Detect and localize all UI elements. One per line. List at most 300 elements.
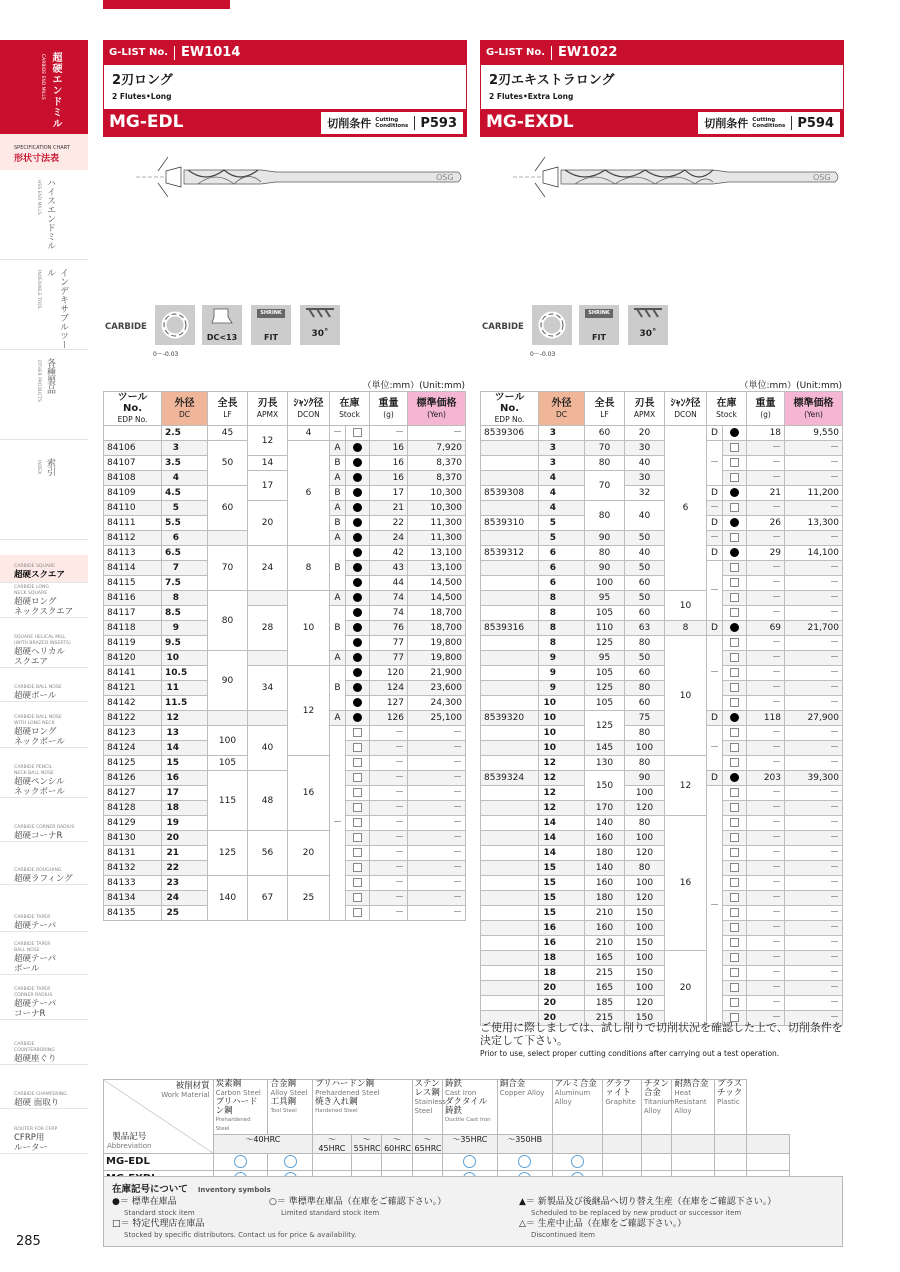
price-cell: －	[408, 771, 466, 786]
sidebar-subitem-en: CARBIDE TAPER	[14, 915, 51, 920]
sidebar-subitem[interactable]	[0, 985, 88, 1020]
dc-cell: 15	[539, 876, 585, 891]
price-cell: －	[785, 876, 843, 891]
price-cell: －	[785, 576, 843, 591]
stock-symbol-cell	[723, 831, 747, 846]
cutting-conditions-link[interactable]	[321, 112, 463, 134]
material-en: Alloy Steel	[270, 1089, 308, 1097]
stock-grade-cell: －	[707, 441, 723, 486]
suitability-cell	[672, 1154, 715, 1171]
edp-cell: 84120	[104, 651, 162, 666]
table-row	[481, 921, 843, 936]
weight-cell: －	[747, 606, 785, 621]
stock-symbol-cell	[346, 426, 370, 441]
apmx-cell: 56	[248, 831, 288, 876]
sidebar-subitem[interactable]	[0, 823, 88, 842]
sidebar-subitem-jp: 超硬テーパ コーナR	[14, 999, 57, 1019]
helix-angle-icon	[300, 305, 340, 345]
stock-grade-cell: －	[707, 786, 723, 1026]
weight-cell: 22	[370, 516, 408, 531]
weight-cell: 21	[747, 486, 785, 501]
dc-cell: 8	[539, 591, 585, 606]
material-column-header	[552, 1080, 603, 1135]
dc-cell: 15	[539, 891, 585, 906]
price-cell: 10,300	[408, 501, 466, 516]
sidebar-subitem-jp: CFRP用 ルーター	[14, 1133, 49, 1153]
edp-cell	[481, 876, 539, 891]
dc-cell: 4.5	[162, 486, 208, 501]
table-row	[481, 426, 843, 441]
weight-cell: －	[747, 936, 785, 951]
sidebar-subitem[interactable]	[0, 555, 88, 583]
table-row	[104, 831, 466, 846]
suitability-cell	[382, 1154, 412, 1171]
weight-cell: －	[747, 441, 785, 456]
suitability-cell	[412, 1154, 442, 1171]
standard-stock-icon	[730, 488, 739, 497]
material-column-header	[641, 1079, 675, 1135]
column-header-jp: 全長	[217, 397, 238, 409]
standard-stock-icon	[353, 608, 362, 617]
lf-cell: 150	[585, 771, 625, 801]
inventory-item-en: Scheduled to be replaced by new product or successor item	[531, 1209, 742, 1217]
sidebar-category-en: INDEX	[36, 460, 41, 475]
weight-cell: －	[747, 471, 785, 486]
hardness-row	[104, 1135, 843, 1154]
apmx-cell: 48	[248, 771, 288, 831]
sidebar-subitem-jp: 超硬ペンシル ネックボール	[14, 777, 65, 797]
sidebar-subitem[interactable]	[0, 940, 88, 975]
column-header-jp: 在庫	[339, 397, 360, 409]
price-cell: 7,920	[408, 441, 466, 456]
edp-cell	[481, 801, 539, 816]
dc-cell: 6.5	[162, 546, 208, 561]
column-header-dc	[162, 392, 208, 426]
stock-symbol-cell	[346, 816, 370, 831]
material-header-row	[104, 1080, 843, 1135]
column-header-en: APMX	[256, 409, 279, 419]
tolerance-label: 0〜-0.03	[153, 351, 179, 358]
sidebar-category[interactable]	[0, 450, 88, 540]
price-cell: －	[785, 561, 843, 576]
standard-stock-icon	[353, 668, 362, 677]
stock-grade-cell: D	[707, 711, 723, 726]
stock-symbol-cell	[723, 816, 747, 831]
inventory-symbol-icon: △	[519, 1219, 526, 1229]
sidebar-subitem[interactable]	[0, 633, 88, 668]
hardness-empty-cell	[714, 1135, 746, 1154]
dc-cell: 10	[539, 726, 585, 741]
distributor-stock-icon	[730, 698, 739, 707]
inventory-item-en: Limited standard stock item	[281, 1209, 380, 1217]
suitability-cell	[603, 1154, 642, 1171]
apmx-cell: 32	[625, 486, 665, 501]
weight-cell: 16	[370, 471, 408, 486]
edp-cell: 84131	[104, 846, 162, 861]
sidebar-subitem[interactable]	[0, 1090, 88, 1109]
apmx-cell: 34	[248, 666, 288, 711]
sidebar-item-spec-chart[interactable]	[0, 134, 88, 170]
distributor-stock-icon	[730, 458, 739, 467]
stock-symbol-cell	[346, 756, 370, 771]
material-en: Carbon Steel	[215, 1089, 261, 1097]
weight-cell: －	[747, 591, 785, 606]
dc-cell: 9	[539, 666, 585, 681]
stock-grade-cell: A	[330, 471, 346, 486]
column-header-jp: 刃長	[257, 397, 278, 409]
stock-symbol-cell	[346, 591, 370, 606]
price-cell: －	[785, 801, 843, 816]
dcon-cell: 6	[665, 426, 707, 591]
stock-grade-cell: －	[707, 636, 723, 711]
sidebar-subitem[interactable]	[0, 866, 88, 885]
sidebar-category-en: INDEXABLE TOOL	[36, 270, 41, 310]
price-cell: 39,300	[785, 771, 843, 786]
lf-cell: 100	[208, 726, 248, 756]
price-cell: －	[785, 1011, 843, 1026]
column-header-en: APMX	[633, 409, 656, 419]
table-row	[481, 891, 843, 906]
feature-icons-edl	[103, 305, 343, 357]
model-name: MG-EDL	[109, 112, 184, 132]
material-row	[104, 1154, 843, 1171]
distributor-stock-icon	[353, 773, 362, 782]
table-row	[481, 651, 843, 666]
distributor-stock-icon	[353, 878, 362, 887]
standard-stock-icon	[730, 713, 739, 722]
column-header-edp	[104, 392, 162, 426]
material-en2: Prehardened Steel	[215, 1117, 251, 1132]
suitable-mark-icon	[463, 1155, 476, 1168]
lf-cell: 80	[585, 546, 625, 561]
table-row	[481, 561, 843, 576]
stock-grade-cell: B	[330, 456, 346, 471]
distributor-stock-icon	[730, 728, 739, 737]
edp-cell: 84125	[104, 756, 162, 771]
sidebar-category-en: HSS END MILLS	[36, 180, 41, 215]
distributor-stock-icon	[353, 743, 362, 752]
weight-cell: －	[747, 906, 785, 921]
price-cell: 21,700	[785, 621, 843, 636]
weight-cell: －	[747, 996, 785, 1011]
cutting-conditions-en2: Conditions	[752, 123, 786, 129]
dc-cell: 22	[162, 861, 208, 876]
material-en: Stainless Steel	[414, 1098, 446, 1115]
material-en2: Tool Steel	[270, 1108, 297, 1114]
price-cell: 27,900	[785, 711, 843, 726]
edp-cell: 84134	[104, 891, 162, 906]
price-cell: 13,100	[408, 561, 466, 576]
sidebar-subitem[interactable]	[0, 913, 88, 932]
apmx-cell: 17	[248, 471, 288, 501]
sidebar-subitem[interactable]	[0, 1040, 88, 1065]
weight-cell: －	[747, 921, 785, 936]
suitability-cell	[714, 1154, 746, 1171]
material-jp: 合金鋼	[270, 1079, 296, 1089]
weight-cell: －	[747, 816, 785, 831]
apmx-cell: 28	[248, 606, 288, 651]
price-cell: －	[408, 726, 466, 741]
inventory-item	[112, 1197, 195, 1219]
glist-header	[103, 40, 467, 65]
spec-chart-jp: 形状寸法表	[14, 154, 60, 164]
edp-cell: 84126	[104, 771, 162, 786]
column-header-en: (g)	[760, 409, 771, 419]
weight-cell: 24	[370, 531, 408, 546]
edp-cell: 84110	[104, 501, 162, 516]
distributor-stock-icon	[730, 653, 739, 662]
dc-cell: 7	[162, 561, 208, 576]
dc-cell: 5.5	[162, 516, 208, 531]
sidebar-subitem-jp: 超硬ロング ネックスクエア	[14, 597, 74, 617]
edp-cell: 84114	[104, 561, 162, 576]
stock-symbol-cell	[723, 756, 747, 771]
lf-cell: 145	[585, 741, 625, 756]
table-row	[481, 546, 843, 561]
dc-cell: 9	[162, 621, 208, 636]
apmx-cell: 120	[625, 801, 665, 816]
edp-cell: 84116	[104, 591, 162, 606]
dcon-cell: 8	[288, 546, 330, 591]
weight-cell: －	[747, 846, 785, 861]
lf-cell: 70	[585, 441, 625, 456]
apmx-cell	[248, 711, 288, 726]
work-material-label	[161, 1082, 209, 1100]
weight-cell: －	[370, 756, 408, 771]
work-material-en: Work Material	[161, 1091, 210, 1099]
stock-symbol-cell	[723, 636, 747, 651]
stock-symbol-cell	[346, 861, 370, 876]
hardness-cell: ～45HRC	[313, 1135, 352, 1154]
dc-cell: 15	[539, 906, 585, 921]
price-cell: －	[785, 441, 843, 456]
price-cell: －	[785, 471, 843, 486]
dc-cell: 20	[539, 1011, 585, 1026]
dc-cell: 3	[539, 441, 585, 456]
spec-chart-en: SPECIFICATION CHART	[14, 145, 70, 151]
cutting-conditions-jp: 切削条件	[327, 117, 372, 130]
price-cell: －	[785, 906, 843, 921]
weight-cell: 77	[370, 636, 408, 651]
table-row	[481, 696, 843, 711]
distributor-stock-icon	[730, 683, 739, 692]
edp-cell	[481, 636, 539, 651]
table-row	[481, 576, 843, 591]
dc-cell: 4	[539, 471, 585, 486]
usage-note-jp: ご使用に際しましては、試し削りで切削状況を確認した上で、切削条件を決定して下さい。	[480, 1021, 843, 1047]
model-bar	[480, 109, 844, 137]
product-name	[480, 65, 844, 109]
column-header-jp: 外径	[551, 397, 572, 409]
price-cell: －	[785, 951, 843, 966]
lf-cell: 105	[208, 756, 248, 771]
table-row	[481, 486, 843, 501]
distributor-stock-icon	[730, 968, 739, 977]
column-header-edp	[481, 392, 539, 426]
price-cell: －	[785, 816, 843, 831]
stock-symbol-cell	[346, 681, 370, 696]
sidebar-active-label: 超硬エンドミル	[50, 52, 61, 129]
table-row	[104, 591, 466, 606]
column-header-jp: ツール No.	[117, 392, 148, 414]
price-cell: 25,100	[408, 711, 466, 726]
stock-grade-cell: A	[330, 531, 346, 546]
dc-cell: 5	[539, 531, 585, 546]
edp-cell: 84119	[104, 636, 162, 651]
dc-cell: 17	[162, 786, 208, 801]
edp-cell	[481, 786, 539, 801]
hardness-cell: ～350HB	[497, 1135, 552, 1154]
stock-grade-cell: A	[330, 441, 346, 456]
distributor-stock-icon	[353, 908, 362, 917]
spec-table-exdl	[480, 391, 843, 1026]
edp-cell	[481, 696, 539, 711]
stock-grade-cell: D	[707, 771, 723, 786]
dc-cell: 4	[162, 471, 208, 486]
stock-symbol-cell	[346, 561, 370, 576]
stock-symbol-cell	[723, 696, 747, 711]
sidebar-subitem-en: ROUTER FOR CFRP	[14, 1127, 58, 1132]
abbreviation-en: Abbreviation	[107, 1142, 152, 1150]
sidebar-subitem[interactable]	[0, 713, 88, 748]
dcon-cell: 16	[288, 756, 330, 831]
lf-cell	[208, 531, 248, 546]
table-row	[481, 456, 843, 471]
inventory-item-en: Standard stock item	[124, 1209, 195, 1217]
sidebar-category[interactable]	[0, 170, 88, 260]
price-cell: －	[408, 756, 466, 771]
dc-limit-icon	[202, 305, 242, 345]
lf-cell: 45	[208, 426, 248, 441]
sidebar-subitem-jp: 超硬スクエア	[14, 570, 65, 580]
price-cell: －	[785, 831, 843, 846]
dc-cell: 8	[539, 606, 585, 621]
sidebar-item-carbide-end-mills[interactable]	[0, 40, 88, 134]
apmx-cell: 40	[625, 456, 665, 471]
glist-code: EW1014	[181, 45, 241, 60]
price-cell: －	[408, 786, 466, 801]
column-header-jp: ｼｬﾝｸ径	[670, 397, 701, 409]
weight-cell: －	[747, 876, 785, 891]
dc-cell: 12	[162, 711, 208, 726]
apmx-cell: 24	[248, 546, 288, 591]
distributor-stock-icon	[730, 908, 739, 917]
sidebar-subitem[interactable]	[0, 683, 88, 702]
dcon-cell: 10	[665, 591, 707, 621]
column-header-jp: 在庫	[716, 397, 737, 409]
sidebar-category[interactable]	[0, 260, 88, 350]
stock-symbol-cell	[723, 711, 747, 726]
usage-note-en: Prior to use, select proper cutting conditions after carrying out a test operation.	[480, 1049, 780, 1058]
table-row	[481, 771, 843, 786]
cutting-conditions-en1: Cutting	[752, 117, 776, 123]
weight-cell: －	[370, 426, 408, 441]
dc-cell: 10	[162, 651, 208, 666]
sidebar-subitem[interactable]	[0, 583, 88, 618]
sidebar-subitem[interactable]	[0, 1125, 88, 1154]
shrink-label: SHRINK	[257, 309, 285, 318]
stock-symbol-cell	[346, 471, 370, 486]
lf-cell: 100	[585, 576, 625, 591]
lf-cell: 90	[208, 651, 248, 711]
cutting-conditions-link[interactable]	[698, 112, 840, 134]
table-row	[481, 621, 843, 636]
edp-cell	[481, 651, 539, 666]
sidebar-subitem[interactable]	[0, 763, 88, 798]
table-row	[104, 726, 466, 741]
stock-grade-cell: －	[707, 726, 723, 771]
dc-cell: 14	[539, 846, 585, 861]
shrink-fit-icon	[579, 305, 619, 345]
edp-cell: 84106	[104, 441, 162, 456]
weight-cell: －	[747, 981, 785, 996]
unit-label: （単位:mm）(Unit:mm)	[362, 381, 465, 391]
weight-cell: 43	[370, 561, 408, 576]
edp-cell: 84109	[104, 486, 162, 501]
dc-cell: 16	[539, 936, 585, 951]
lf-cell: 130	[585, 756, 625, 771]
weight-cell: 120	[370, 666, 408, 681]
suitable-mark-icon	[518, 1155, 531, 1168]
carbide-label: CARBIDE	[105, 322, 147, 332]
inventory-item-jp: ＝ 新製品及び後継品へ切り替え生産（在庫をご確認下さい。）	[525, 1197, 777, 1207]
sidebar-subitem-jp: 超硬テーパ	[14, 921, 57, 931]
hardness-cell: ～35HRC	[442, 1135, 497, 1154]
stock-grade-cell: A	[330, 651, 346, 666]
stock-symbol-cell	[346, 876, 370, 891]
dc-cell: 10	[539, 741, 585, 756]
table-row	[481, 501, 843, 516]
edp-cell	[481, 756, 539, 771]
distributor-stock-icon	[730, 998, 739, 1007]
material-jp: 炭素鋼	[215, 1079, 242, 1089]
distributor-stock-icon	[730, 668, 739, 677]
table-row	[481, 876, 843, 891]
price-cell: －	[785, 921, 843, 936]
column-header-lf	[208, 392, 248, 426]
dc-cell: 12	[539, 756, 585, 771]
price-cell: 14,100	[785, 546, 843, 561]
table-row	[481, 756, 843, 771]
edp-cell: 8539316	[481, 621, 539, 636]
material-jp: 銅合金	[499, 1079, 526, 1089]
distributor-stock-icon	[353, 893, 362, 902]
end-mill-exdl-drawing	[513, 157, 843, 197]
stock-symbol-cell	[723, 441, 747, 456]
edp-cell	[481, 816, 539, 831]
lf-cell: 115	[208, 771, 248, 831]
inventory-symbol-icon: ▲	[519, 1197, 526, 1207]
standard-stock-icon	[353, 488, 362, 497]
edp-cell: 84107	[104, 456, 162, 471]
svg-text:OSG: OSG	[436, 173, 454, 182]
column-header-en: Stock	[339, 409, 360, 419]
distributor-stock-icon	[353, 788, 362, 797]
stock-symbol-cell	[723, 741, 747, 756]
lf-cell: 90	[585, 531, 625, 546]
glist-label: G-LIST No.	[109, 47, 168, 58]
apmx-cell: 50	[625, 591, 665, 606]
sidebar-subitem-en: CARBIDE BALL NOSE WITH LONG NECK	[14, 715, 62, 726]
price-cell: －	[408, 846, 466, 861]
table-row	[481, 951, 843, 966]
table-header	[104, 392, 466, 426]
table-row	[481, 606, 843, 621]
dcon-cell: 10	[288, 591, 330, 666]
dc-cell: 4	[539, 486, 585, 501]
inventory-symbol-icon: □	[112, 1219, 121, 1229]
sidebar-category[interactable]	[0, 350, 88, 440]
